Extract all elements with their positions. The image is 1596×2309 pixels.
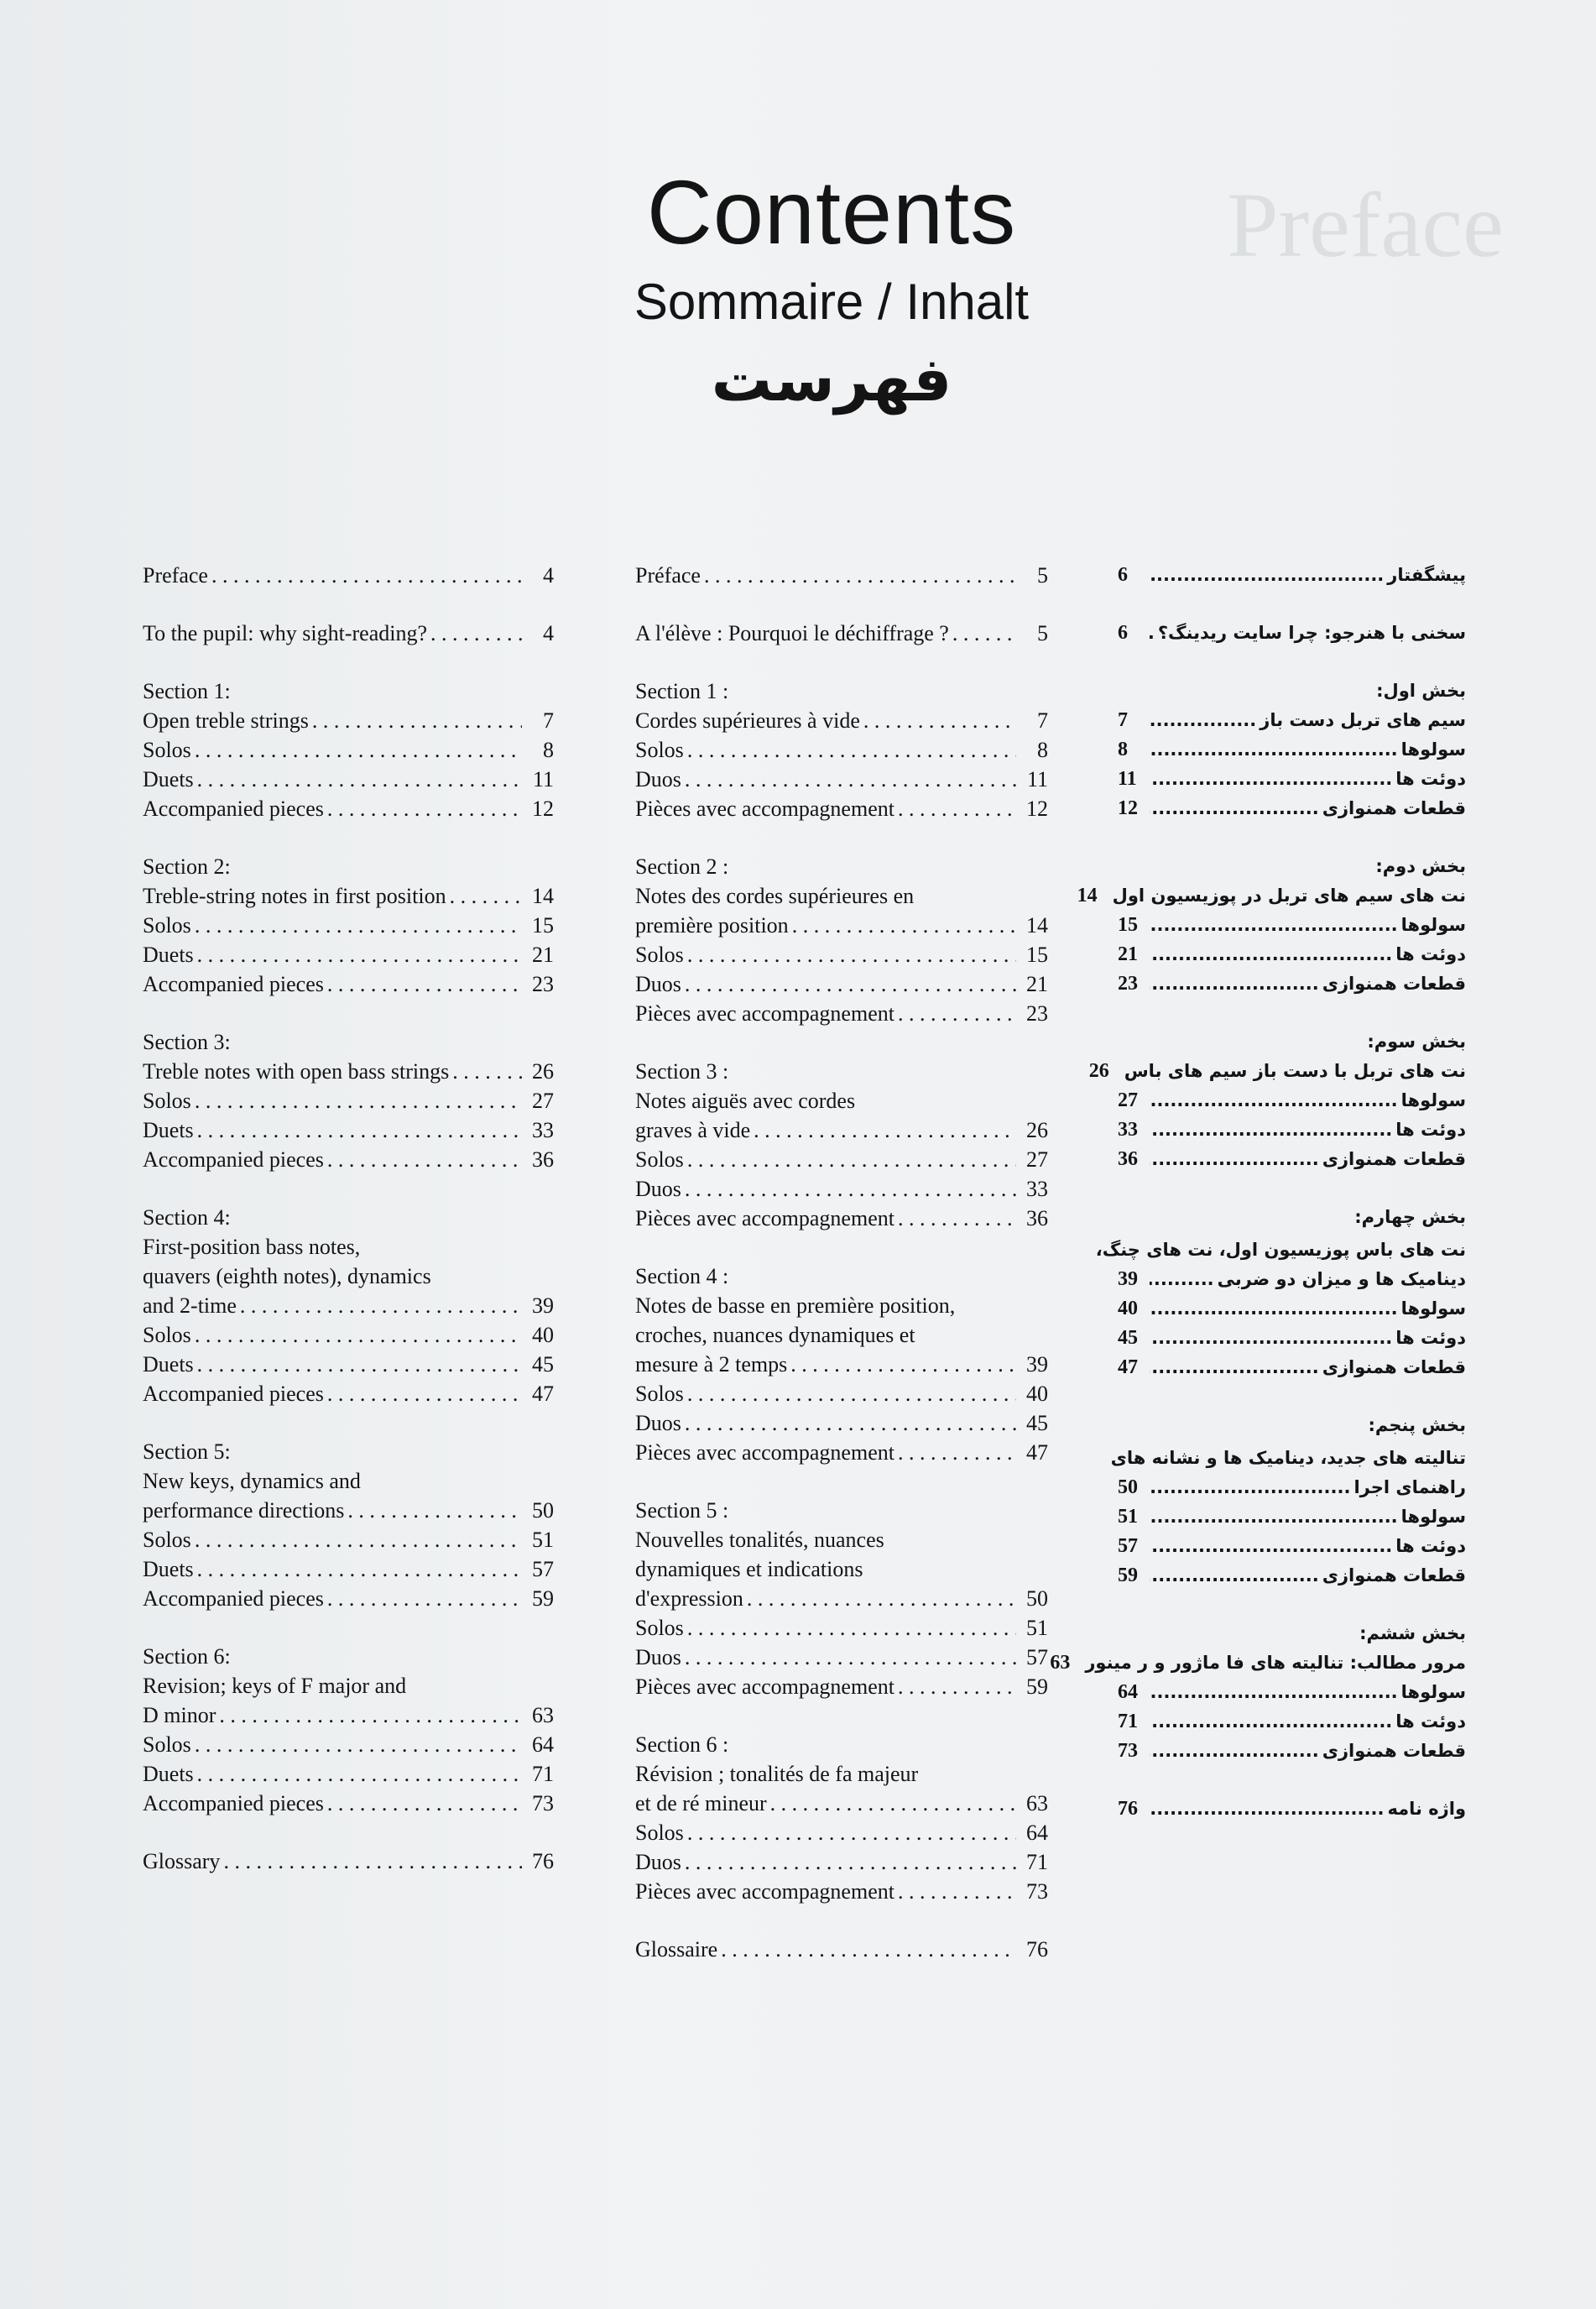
entry-label: Duos <box>635 972 681 996</box>
section-title: نت های تربل با دست باز سیم های باس <box>1124 1061 1466 1081</box>
entry-label: واژه نامه <box>1387 1799 1466 1819</box>
section-title: performance directions <box>143 1498 345 1523</box>
entry-label: Solos <box>143 1528 191 1552</box>
section-heading: Section 2 : <box>635 854 729 879</box>
page-number: 57 <box>1026 1645 1048 1669</box>
entry-label: Solos <box>635 1821 684 1845</box>
page-number: 14 <box>532 884 554 908</box>
section-heading: بخش سوم: <box>1367 1032 1466 1052</box>
entry-label: Accompanied pieces <box>143 1147 324 1172</box>
section-heading: بخش ششم: <box>1359 1623 1466 1643</box>
toc-section-4 <box>143 1203 554 1408</box>
entry-label: دوئت ها <box>1395 769 1466 789</box>
section-title: Cordes supérieures à vide <box>635 708 860 733</box>
page-number: 64 <box>532 1732 554 1757</box>
page-number: 76 <box>532 1849 554 1873</box>
entry-label: دوئت ها <box>1395 1120 1466 1140</box>
page-number: 64 <box>1026 1821 1048 1845</box>
entry-label: Solos <box>635 1147 684 1172</box>
entry-label: Solos <box>635 738 684 762</box>
page-number: 6 <box>1118 622 1128 644</box>
entry-label: Solos <box>143 738 191 762</box>
entry-label: To the pupil: why sight-reading? <box>143 621 428 645</box>
entry-label: Duos <box>635 1645 681 1669</box>
section-title: and 2-time <box>143 1293 237 1318</box>
toc-section-2 <box>143 852 554 999</box>
section-title: d'expression <box>635 1586 743 1611</box>
section-title-line: quavers (eighth notes), dynamics <box>143 1264 431 1288</box>
section-title: Treble notes with open bass strings <box>143 1059 450 1084</box>
entry-label: Duos <box>635 1177 681 1201</box>
page-number: 39 <box>532 1293 554 1318</box>
section-heading: بخش دوم: <box>1375 856 1466 876</box>
toc-section-1 <box>635 677 1048 823</box>
section-heading: Section 6 : <box>635 1732 729 1757</box>
section-title: Treble-string notes in first position <box>143 884 446 908</box>
page-number: 12 <box>532 797 554 821</box>
page-number: 73 <box>1118 1740 1138 1762</box>
page-number: 51 <box>1118 1506 1138 1528</box>
section-title: première position <box>635 913 789 938</box>
section-heading: بخش پنجم: <box>1368 1415 1466 1435</box>
page-number: 76 <box>1118 1798 1138 1820</box>
entry-label: Duos <box>635 1411 681 1435</box>
toc-section-2 <box>1077 852 1466 999</box>
entry-label: Solos <box>635 1616 684 1640</box>
toc-section-6 <box>143 1642 554 1818</box>
entry-label: سولوها <box>1400 1298 1466 1319</box>
page-number: 15 <box>1026 943 1048 967</box>
section-heading: Section 6: <box>143 1644 231 1669</box>
toc-section-3 <box>635 1057 1048 1233</box>
toc-section-6 <box>1050 1619 1466 1766</box>
toc-section-5 <box>635 1496 1048 1701</box>
page-number: 14 <box>1077 885 1098 906</box>
page-number: 63 <box>1026 1791 1048 1815</box>
page-number: 11 <box>532 767 554 791</box>
toc-section-1 <box>143 677 554 823</box>
page-number: 7 <box>543 708 554 733</box>
toc-entry-preface <box>635 561 1048 590</box>
entry-label: سولوها <box>1400 1682 1466 1702</box>
entry-label: Solos <box>635 943 684 967</box>
section-title-line: First-position bass notes, <box>143 1235 361 1259</box>
section-heading: Section 5 : <box>635 1498 729 1523</box>
entry-label: قطعات همنوازی <box>1322 1357 1466 1377</box>
page-number: 5 <box>1037 563 1048 588</box>
page-number: 27 <box>1118 1089 1138 1111</box>
page-number: 23 <box>1026 1001 1048 1026</box>
entry-label: Accompanied pieces <box>143 1586 324 1611</box>
entry-label: Solos <box>143 913 191 938</box>
entry-label: Duets <box>143 1762 194 1786</box>
section-heading: Section 1 : <box>635 679 729 703</box>
page-number: 26 <box>532 1059 554 1084</box>
entry-label: قطعات همنوازی <box>1322 1741 1466 1761</box>
toc-entry-preface <box>143 561 554 590</box>
toc-entry-glossary <box>635 1935 1048 1964</box>
page-number: 27 <box>532 1089 554 1113</box>
section-heading: بخش چهارم: <box>1354 1207 1466 1227</box>
toc-entry-pupil <box>635 619 1048 648</box>
entry-label: Glossaire <box>635 1937 718 1962</box>
toc-section-3 <box>1088 1027 1466 1174</box>
section-title-line: تنالیته های جدید، دینامیک ها و نشانه های <box>1110 1448 1466 1468</box>
section-title-line: Notes aiguës avec cordes <box>635 1089 856 1113</box>
entry-label: Pièces avec accompagnement <box>635 1879 894 1904</box>
entry-label: دوئت ها <box>1395 1536 1466 1556</box>
section-title-line: croches, nuances dynamiques et <box>635 1323 915 1347</box>
toc-entry-glossary <box>143 1847 554 1876</box>
page-number: 50 <box>1026 1586 1048 1611</box>
entry-label: Duets <box>143 1118 194 1142</box>
toc-section-4 <box>1095 1203 1466 1382</box>
page-number: 15 <box>1118 914 1138 936</box>
page-number: 50 <box>532 1498 554 1523</box>
section-heading: Section 2: <box>143 854 231 879</box>
toc-persian <box>1050 561 1466 1852</box>
entry-label: Pièces avec accompagnement <box>635 1674 894 1699</box>
page-number: 76 <box>1026 1937 1048 1962</box>
entry-label: دوئت ها <box>1395 1328 1466 1348</box>
page-number: 40 <box>532 1323 554 1347</box>
page-subtitle-persian: فهرست <box>711 344 952 415</box>
entry-label: Glossary <box>143 1849 221 1873</box>
page-number: 7 <box>1037 708 1048 733</box>
page-number: 4 <box>543 563 554 588</box>
page-number: 40 <box>1026 1382 1048 1406</box>
toc-english <box>143 561 554 1904</box>
toc-entry-pupil <box>143 619 554 648</box>
section-title: et de ré mineur <box>635 1791 767 1815</box>
page-subtitle: Sommaire / Inhalt <box>634 274 1030 330</box>
entry-label: سخنی با هنرجو: چرا سایت ریدینگ؟ <box>1157 623 1466 643</box>
section-heading: Section 3: <box>143 1030 231 1054</box>
page-number: 11 <box>1118 768 1137 790</box>
section-title-line: Revision; keys of F major and <box>143 1674 407 1698</box>
page-number: 40 <box>1118 1298 1138 1319</box>
page-number: 71 <box>532 1762 554 1786</box>
entry-label: قطعات همنوازی <box>1322 1565 1466 1585</box>
section-heading: Section 4 : <box>635 1264 729 1288</box>
toc-section-1 <box>1118 677 1466 823</box>
page-number: 59 <box>532 1586 554 1611</box>
entry-label: دوئت ها <box>1395 944 1466 964</box>
page-number: 33 <box>1118 1119 1138 1141</box>
page-number: 36 <box>532 1147 554 1172</box>
page-number: 71 <box>1118 1711 1138 1732</box>
page-number: 23 <box>532 972 554 996</box>
section-heading: Section 1: <box>143 679 231 703</box>
section-title-line: Notes des cordes supérieures en <box>635 884 915 908</box>
entry-label: Accompanied pieces <box>143 1382 324 1406</box>
page-number: 36 <box>1118 1148 1138 1170</box>
entry-label: سولوها <box>1400 915 1466 935</box>
section-title-line: Nouvelles tonalités, nuances <box>635 1528 884 1552</box>
entry-label: Solos <box>143 1732 191 1757</box>
entry-label: Duets <box>143 943 194 967</box>
entry-label: پیشگفتار <box>1387 565 1466 585</box>
page-number: 50 <box>1118 1476 1138 1498</box>
page-number: 21 <box>1118 943 1138 965</box>
entry-label: A l'élève : Pourquoi le déchiffrage ? <box>635 621 949 645</box>
toc-french <box>635 561 1048 1993</box>
entry-label: Pièces avec accompagnement <box>635 797 894 821</box>
page-number: 39 <box>1118 1268 1138 1290</box>
entry-label: قطعات همنوازی <box>1322 1149 1466 1169</box>
toc-section-4 <box>635 1262 1048 1467</box>
toc-entry-glossary <box>1118 1794 1466 1824</box>
section-title: سیم های تربل دست باز <box>1260 710 1466 730</box>
show-through-heading: Preface <box>1227 174 1504 276</box>
page-number: 8 <box>1118 739 1128 760</box>
entry-label: Pièces avec accompagnement <box>635 1440 894 1465</box>
page-number: 14 <box>1026 913 1048 938</box>
toc-section-6 <box>635 1730 1048 1906</box>
page-number: 45 <box>532 1352 554 1377</box>
page-number: 59 <box>1118 1565 1138 1586</box>
page-number: 8 <box>1037 738 1048 762</box>
entry-label: سولوها <box>1400 739 1466 760</box>
page-number: 51 <box>532 1528 554 1552</box>
toc-section-3 <box>143 1027 554 1174</box>
page-number: 8 <box>543 738 554 762</box>
page-number: 45 <box>1026 1411 1048 1435</box>
page-number: 47 <box>532 1382 554 1406</box>
entry-label: Solos <box>143 1323 191 1347</box>
entry-label: Accompanied pieces <box>143 972 324 996</box>
entry-label: Pièces avec accompagnement <box>635 1001 894 1026</box>
section-heading: Section 5: <box>143 1439 231 1464</box>
section-title-line: نت های باس پوزیسیون اول، نت های چنگ، <box>1095 1240 1466 1260</box>
entry-label: Pièces avec accompagnement <box>635 1206 894 1230</box>
page-number: 21 <box>1026 972 1048 996</box>
entry-label: Duets <box>143 1352 194 1377</box>
page-number: 15 <box>532 913 554 938</box>
page-number: 11 <box>1026 767 1048 791</box>
entry-label: Duos <box>635 1850 681 1874</box>
entry-label: Solos <box>143 1089 191 1113</box>
entry-label: Accompanied pieces <box>143 797 324 821</box>
entry-label: Duets <box>143 767 194 791</box>
page-number: 33 <box>532 1118 554 1142</box>
page-number: 71 <box>1026 1850 1048 1874</box>
page-number: 33 <box>1026 1177 1048 1201</box>
section-title-line: New keys, dynamics and <box>143 1469 361 1493</box>
section-title-line: Révision ; tonalités de fa majeur <box>635 1762 919 1786</box>
section-title: Open treble strings <box>143 708 309 733</box>
page-number: 23 <box>1118 973 1138 995</box>
section-title-line: Notes de basse en première position, <box>635 1293 956 1318</box>
toc-section-5 <box>143 1437 554 1613</box>
page-number: 63 <box>532 1703 554 1727</box>
page-number: 47 <box>1026 1440 1048 1465</box>
entry-label: Duos <box>635 767 681 791</box>
section-title: راهنمای اجرا <box>1353 1477 1466 1497</box>
page-number: 5 <box>1037 621 1048 645</box>
page-number: 36 <box>1026 1206 1048 1230</box>
section-heading: Section 3 : <box>635 1059 729 1084</box>
page-number: 26 <box>1026 1118 1048 1142</box>
entry-label: دوئت ها <box>1395 1711 1466 1732</box>
entry-label: Préface <box>635 563 701 588</box>
page-number: 73 <box>532 1791 554 1815</box>
section-heading: بخش اول: <box>1376 681 1466 701</box>
page-title: Contents <box>646 161 1017 263</box>
page-number: 47 <box>1118 1356 1138 1378</box>
page-number: 73 <box>1026 1879 1048 1904</box>
page-number: 63 <box>1050 1652 1071 1674</box>
entry-label: قطعات همنوازی <box>1322 974 1466 994</box>
section-title: mesure à 2 temps <box>635 1352 788 1377</box>
toc-entry-pupil <box>1118 619 1466 648</box>
page-number: 57 <box>1118 1535 1138 1557</box>
entry-label: Accompanied pieces <box>143 1791 324 1815</box>
section-heading: Section 4: <box>143 1205 231 1230</box>
page-number: 7 <box>1118 709 1128 731</box>
section-title: graves à vide <box>635 1118 751 1142</box>
entry-label: Duets <box>143 1557 194 1581</box>
page-number: 39 <box>1026 1352 1048 1377</box>
entry-label: سولوها <box>1400 1507 1466 1527</box>
page-number: 64 <box>1118 1681 1138 1703</box>
page-number: 12 <box>1026 797 1048 821</box>
section-title-line: dynamiques et indications <box>635 1557 863 1581</box>
entry-label: قطعات همنوازی <box>1322 798 1466 818</box>
page-number: 45 <box>1118 1327 1138 1349</box>
entry-label: Solos <box>635 1382 684 1406</box>
toc-section-2 <box>635 852 1048 1028</box>
page-number: 51 <box>1026 1616 1048 1640</box>
toc-entry-preface <box>1118 561 1466 590</box>
page-number: 57 <box>532 1557 554 1581</box>
page-number: 4 <box>543 621 554 645</box>
section-title: نت های سیم های تربل در پوزیسیون اول <box>1112 885 1466 906</box>
section-title: D minor <box>143 1703 216 1727</box>
page-number: 21 <box>532 943 554 967</box>
entry-label: Preface <box>143 563 208 588</box>
toc-section-5 <box>1110 1411 1466 1591</box>
page-number: 59 <box>1026 1674 1048 1699</box>
page-number: 26 <box>1088 1060 1109 1082</box>
entry-label: سولوها <box>1400 1090 1466 1110</box>
page-number: 6 <box>1118 564 1128 586</box>
page-number: 12 <box>1118 797 1138 819</box>
section-title: دینامیک ها و میزان دو ضربی <box>1217 1269 1466 1289</box>
section-title: مرور مطالب: تنالیته های فا ماژور و ر مینور <box>1085 1653 1466 1673</box>
page-number: 27 <box>1026 1147 1048 1172</box>
